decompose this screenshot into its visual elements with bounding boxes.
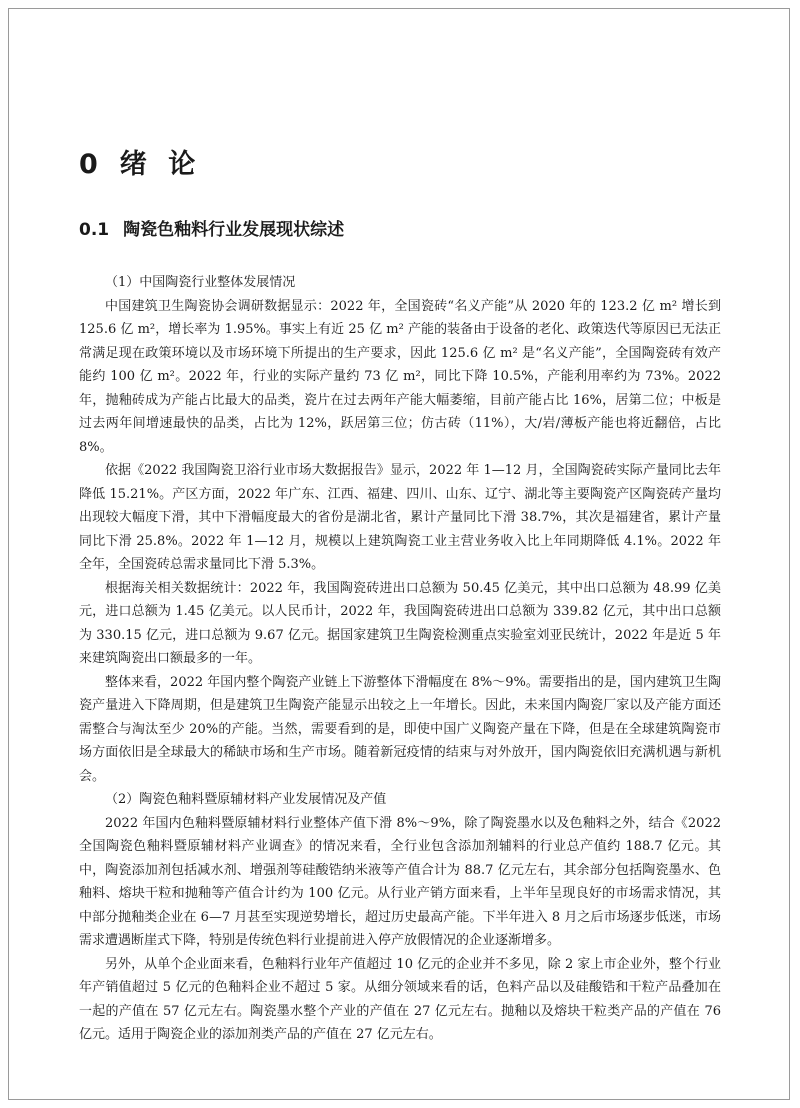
chapter-number: 0 [79, 149, 104, 180]
paragraph: 依据《2022 我国陶瓷卫浴行业市场大数据报告》显示，2022 年 1—12 月，全国陶瓷砖实际产量同比去年降低 15.21%。产区方面，2022 年广东、江西、福建、四川、山东、辽宁、湖北等主要陶瓷产区陶瓷砖产量均出现较大幅度下滑，其中下滑幅度最大的省份是湖北省，累计产量同比下滑 38.7%，其次是福建省，累计产量同比下滑 25.8%。2022 年 1—12 月，规模以上建筑陶瓷工业主营业务收入比上年同期降低 4.1%。2022 年全年，全国瓷砖总需求量同比下滑 5.3%。 [79, 463, 721, 572]
subheading-2: （2）陶瓷色釉料暨原辅材料产业发展情况及产值 [105, 792, 387, 807]
body-text [79, 271, 721, 1047]
paragraph: 中国建筑卫生陶瓷协会调研数据显示：2022 年，全国瓷砖“名义产能”从 2020 年的 123.2 亿 m² 增长到 125.6 亿 m²，增长率为 1.95%。事实上有近 25 亿 m² 产能的装备由于设备的老化、政策迭代等原因已无法正常满足现在政策环境以及市场环境下所提出的生产要求，因此 125.6 亿 m² 是“名义产能”，全国陶瓷砖有效产能约 100 亿 m²。2022 年，行业的实际产量约 73 亿 m²，同比下降 10.5%，产能利用率约为 73%。2022 年，抛釉砖成为产能占比最大的品类，瓷片在过去两年产能大幅萎缩，目前产能占比 16%，居第二位；中板是过去两年间增速最快的品类，占比为 12%，跃居第三位；仿古砖（11%），大/岩/薄板产能也将近翻倍，占比 8%。 [79, 298, 721, 455]
subheading-1: （1）中国陶瓷行业整体发展情况 [105, 275, 296, 290]
paragraph: 另外，从单个企业面来看，色釉料行业年产值超过 10 亿元的企业并不多见，除 2 家上市企业外，整个行业年产销值超过 5 亿元的色釉料企业不超过 5 家。从细分领域来看的话，色料产品以及硅酸锆和干粒产品叠加在一起的产值在 57 亿元左右。陶瓷墨水整个产业的产值在 27 亿元左右。抛釉以及熔块干粒类产品的产值在 76 亿元。适用于陶瓷企业的添加剂类产品的产值在 27 亿元左右。 [79, 956, 721, 1042]
section-title-text: 陶瓷色釉料行业发展现状综述 [123, 220, 345, 240]
section-title [79, 215, 344, 240]
paragraph: 根据海关相关数据统计：2022 年，我国陶瓷砖进出口总额为 50.45 亿美元，其中出口总额为 48.99 亿美元，进口总额为 1.45 亿美元。以人民币计，2022 年，我国陶瓷砖进出口总额为 339.82 亿元，其中出口总额为 330.15 亿元，进口总额为 9.67 亿元。据国家建筑卫生陶瓷检测重点实验室刘亚民统计，2022 年是近 5 年来建筑陶瓷出口额最多的一年。 [79, 580, 721, 666]
paragraph: 整体来看，2022 年国内整个陶瓷产业链上下游整体下滑幅度在 8%～9%。需要指出的是，国内建筑卫生陶瓷产量进入下降周期，但是建筑卫生陶瓷产能显示出较之上一年增长。因此，未来国内陶瓷厂家以及产能方面还需整合与淘汰至少 20%的产能。当然，需要看到的是，即使中国广义陶瓷产量在下降，但是在全球建筑陶瓷市场方面依旧是全球最大的稀缺市场和生产市场。随着新冠疫情的结束与对外放开，国内陶瓷依旧充满机遇与新机会。 [79, 674, 721, 784]
chapter-title-text: 绪 论 [119, 149, 202, 180]
section-number: 0.1 [79, 220, 110, 240]
paragraph: 2022 年国内色釉料暨原辅材料行业整体产值下滑 8%～9%，除了陶瓷墨水以及色釉料之外，结合《2022 全国陶瓷色釉料暨原辅材料产业调查》的情况来看，全行业包含添加剂辅料的行业总产值约 188.7 亿元。其中，陶瓷添加剂包括减水剂、增强剂等硅酸锆纳米液等产值合计为 88.7 亿元左右，其余部分包括陶瓷墨水、色釉料、熔块干粒和抛釉等产值合计约为 100 亿元。从行业产销方面来看，上半年呈现良好的市场需求情况，其中部分抛釉类企业在 6—7 月甚至实现逆势增长，超过历史最高产能。下半年进入 8 月之后市场逐步低迷，市场需求遭遇断崖式下降，特别是传统色料行业提前进入停产放假情况的企业逐渐增多。 [79, 815, 721, 948]
chapter-title [79, 142, 201, 181]
